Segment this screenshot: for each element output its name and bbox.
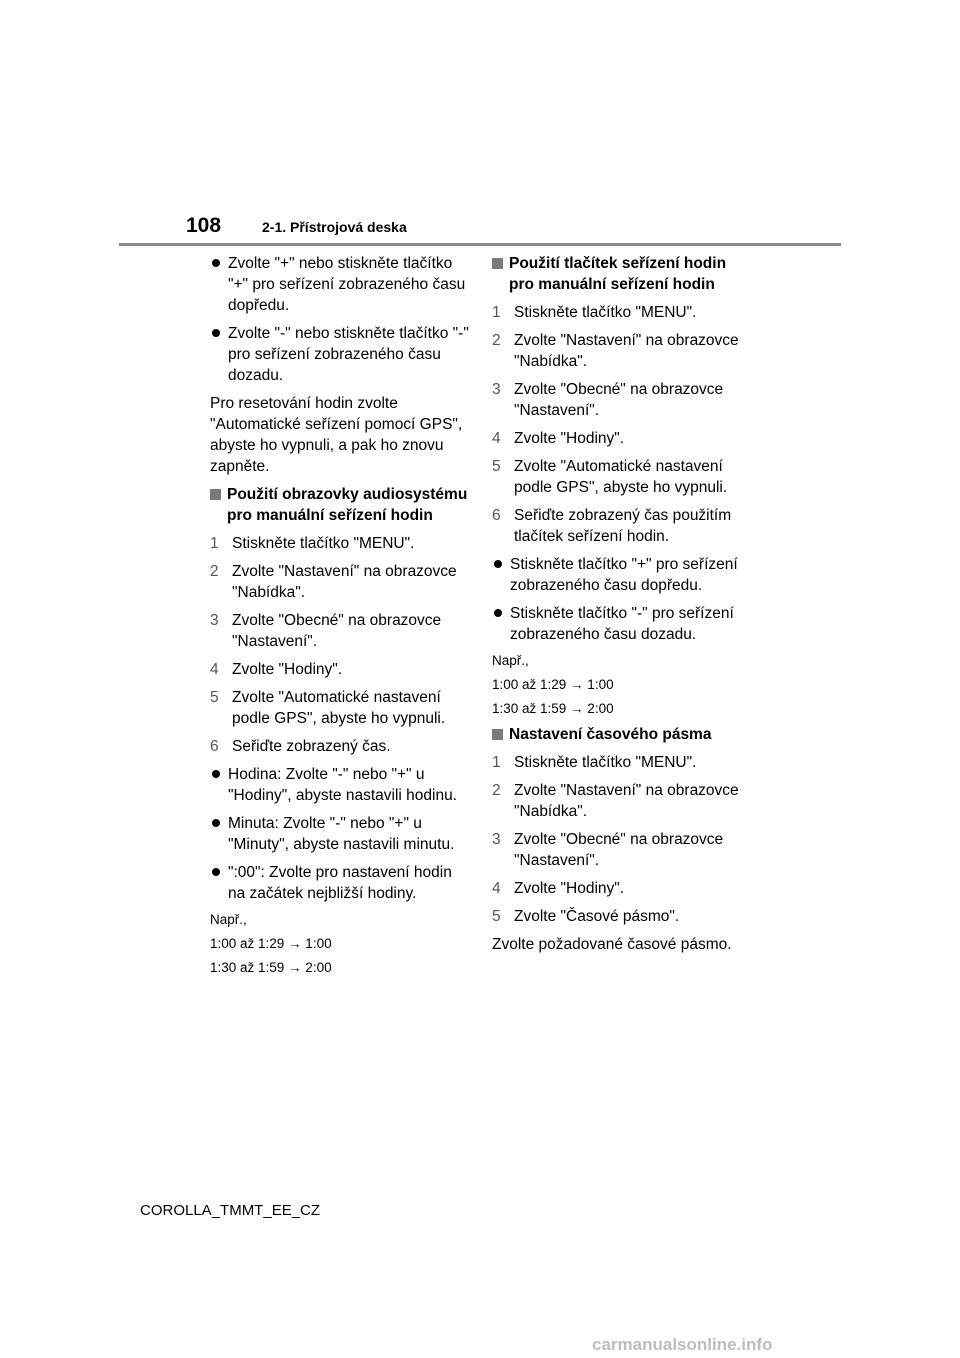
bullet-item: Stiskněte tlačítko "-" pro seřízení zobrazeného času dozadu.	[492, 603, 754, 645]
step-item: 2 Zvolte "Nastavení" na obrazovce "Nabídka".	[210, 563, 457, 601]
watermark-link[interactable]: carmanualsonline.info	[592, 1335, 773, 1354]
square-bullet-icon	[492, 729, 503, 740]
bullet-item: Minuta: Zvolte "-" nebo "+" u "Minuty", abyste nastavili minutu.	[210, 813, 470, 855]
subheading: Použití tlačítek seřízení hodin pro manuální seřízení hodin	[492, 253, 754, 295]
bullet-item: Zvolte "+" nebo stiskněte tlačítko "+" pro seřízení zobrazeného času dopředu.	[210, 253, 470, 316]
step-item: 1 Stiskněte tlačítko "MENU".	[210, 535, 415, 552]
example-label: Např.,	[492, 653, 529, 668]
bullet-dot-icon	[212, 770, 220, 778]
bullet-dot-icon	[212, 329, 220, 337]
step-item: 6 Seřiďte zobrazený čas.	[210, 738, 391, 755]
paragraph: Pro resetování hodin zvolte "Automatické seřízení pomocí GPS", abyste ho vypnuli, a pak ho znovu zapněte.	[210, 395, 463, 475]
step-item: 3 Zvolte "Obecné" na obrazovce "Nastavení".	[210, 612, 442, 650]
square-bullet-icon	[492, 258, 503, 269]
bullet-dot-icon	[212, 259, 220, 267]
step-item: 5 Zvolte "Časové pásmo".	[492, 908, 680, 925]
subheading: Nastavení časového pásma	[492, 724, 754, 745]
step-item: 3 Zvolte "Obecné" na obrazovce "Nastavení".	[492, 831, 724, 869]
left-column	[210, 253, 470, 983]
step-item: 5 Zvolte "Automatické nastavení podle GPS", abyste ho vypnuli.	[492, 458, 728, 496]
page-number: 108	[186, 214, 222, 237]
square-bullet-icon	[210, 489, 221, 500]
document-code: COROLLA_TMMT_EE_CZ	[140, 1202, 321, 1219]
bullet-dot-icon	[494, 609, 502, 617]
step-item: 6 Seřiďte zobrazený čas použitím tlačítek seřízení hodin.	[492, 507, 732, 545]
example-label: Např.,	[210, 912, 247, 927]
step-item: 2 Zvolte "Nastavení" na obrazovce "Nabídka".	[492, 332, 739, 370]
step-item: 1 Stiskněte tlačítko "MENU".	[492, 304, 697, 321]
bullet-item: Hodina: Zvolte "-" nebo "+" u "Hodiny", abyste nastavili hodinu.	[210, 764, 470, 806]
step-item: 4 Zvolte "Hodiny".	[492, 430, 625, 447]
header-rule	[119, 243, 841, 246]
example-line: 1:30 až 1:59 → 2:00	[210, 960, 332, 975]
step-item: 1 Stiskněte tlačítko "MENU".	[492, 754, 697, 771]
step-item: 3 Zvolte "Obecné" na obrazovce "Nastavení".	[492, 381, 724, 419]
step-item: 4 Zvolte "Hodiny".	[492, 880, 625, 897]
bullet-dot-icon	[494, 560, 502, 568]
step-item: 2 Zvolte "Nastavení" na obrazovce "Nabídka".	[492, 782, 739, 820]
right-column	[492, 253, 754, 962]
bullet-item: Zvolte "-" nebo stiskněte tlačítko "-" pro seřízení zobrazeného času dozadu.	[210, 323, 470, 386]
paragraph: Zvolte požadované časové pásmo.	[492, 936, 732, 953]
section-title: 2-1. Přístrojová deska	[262, 219, 407, 235]
bullet-item: ":00": Zvolte pro nastavení hodin na začátek nejbližší hodiny.	[210, 862, 470, 904]
bullet-dot-icon	[212, 819, 220, 827]
step-item: 5 Zvolte "Automatické nastavení podle GPS", abyste ho vypnuli.	[210, 689, 446, 727]
example-line: 1:00 až 1:29 → 1:00	[492, 677, 614, 692]
example-line: 1:30 až 1:59 → 2:00	[492, 701, 614, 716]
subheading: Použití obrazovky audiosystému pro manuální seřízení hodin	[210, 484, 470, 526]
step-item: 4 Zvolte "Hodiny".	[210, 661, 343, 678]
bullet-item: Stiskněte tlačítko "+" pro seřízení zobrazeného času dopředu.	[492, 554, 754, 596]
example-line: 1:00 až 1:29 → 1:00	[210, 936, 332, 951]
bullet-dot-icon	[212, 868, 220, 876]
